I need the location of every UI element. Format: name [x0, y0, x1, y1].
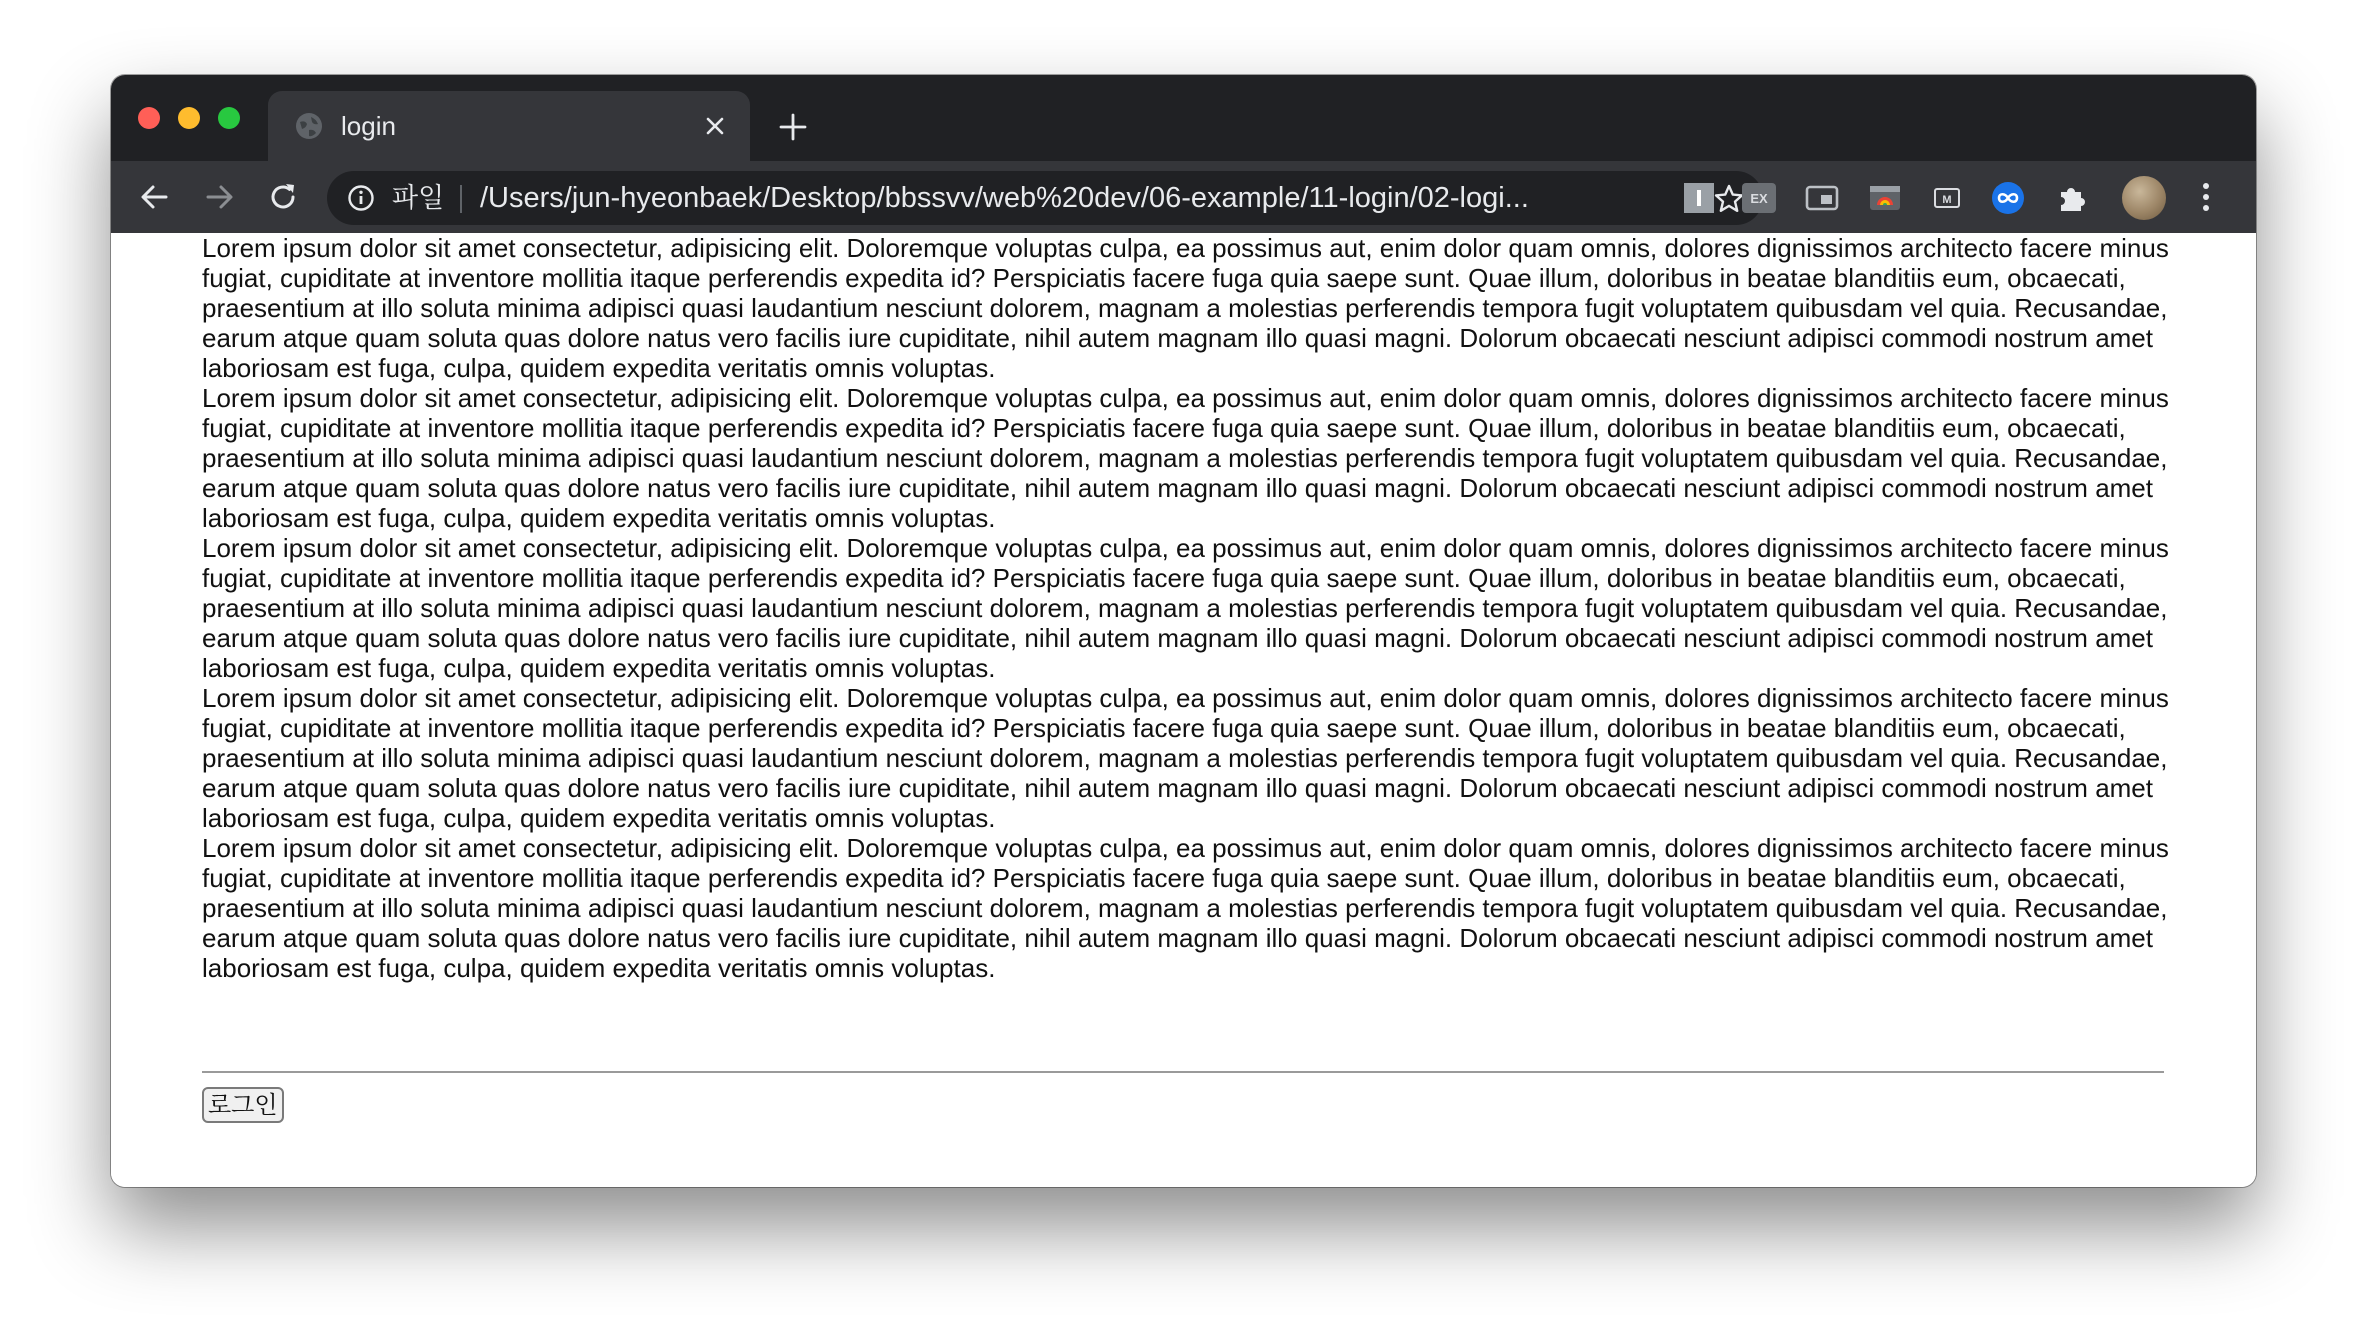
- lorem-paragraph: Lorem ipsum dolor sit amet consectetur, adipisicing elit. Doloremque voluptas culpa, ea possimus aut, enim dolor quam omnis, dolores dignissimos architecto facere minus fugiat, cupiditate at inventore mollitia itaque perferendis expedita id? Perspiciatis facere fuga quia saepe sunt. Quae illum, doloribus in beatae blanditiis eum, obcaecati, praesentium at illo soluta minima adipisci quasi laudantium nesciunt dolorem, magnam a molestias perferendis tempora fugit voluptatem quibusdam vel quia. Recusandae, earum atque quam soluta quas dolore natus vero facilis iure cupiditate, nihil autem magnam illo quasi magni. Dolorum obcaecati nesciunt adipisci commodi nostrum amet laboriosam est fuga, culpa, quidem expedita veritatis omnis voluptas.: [202, 683, 2169, 833]
- page-viewport: [111, 233, 2256, 1187]
- svg-text:M: M: [1942, 194, 1952, 206]
- tab-login[interactable]: [268, 91, 750, 161]
- lorem-paragraph: Lorem ipsum dolor sit amet consectetur, adipisicing elit. Doloremque voluptas culpa, ea possimus aut, enim dolor quam omnis, dolores dignissimos architecto facere minus fugiat, cupiditate at inventore mollitia itaque perferendis expedita id? Perspiciatis facere fuga quia saepe sunt. Quae illum, doloribus in beatae blanditiis eum, obcaecati, praesentium at illo soluta minima adipisci quasi laudantium nesciunt dolorem, magnam a molestias perferendis tempora fugit voluptatem quibusdam vel quia. Recusandae, earum atque quam soluta quas dolore natus vero facilis iure cupiditate, nihil autem magnam illo quasi magni. Dolorum obcaecati nesciunt adipisci commodi nostrum amet laboriosam est fuga, culpa, quidem expedita veritatis omnis voluptas.: [202, 233, 2169, 383]
- puzzle-icon[interactable]: [2055, 181, 2089, 215]
- info-icon[interactable]: [347, 184, 375, 212]
- zoom-window-button[interactable]: [218, 107, 240, 129]
- star-icon[interactable]: [1713, 183, 1745, 215]
- ext-chrome-app-icon[interactable]: [1868, 181, 1902, 215]
- login-button[interactable]: 로그인: [202, 1087, 284, 1123]
- ext-infinity-icon[interactable]: [1991, 181, 2025, 215]
- lorem-paragraph: Lorem ipsum dolor sit amet consectetur, adipisicing elit. Doloremque voluptas culpa, ea possimus aut, enim dolor quam omnis, dolores dignissimos architecto facere minus fugiat, cupiditate at inventore mollitia itaque perferendis expedita id? Perspiciatis facere fuga quia saepe sunt. Quae illum, doloribus in beatae blanditiis eum, obcaecati, praesentium at illo soluta minima adipisci quasi laudantium nesciunt dolorem, magnam a molestias perferendis tempora fugit voluptatem quibusdam vel quia. Recusandae, earum atque quam soluta quas dolore natus vero facilis iure cupiditate, nihil autem magnam illo quasi magni. Dolorum obcaecati nesciunt adipisci commodi nostrum amet laboriosam est fuga, culpa, quidem expedita veritatis omnis voluptas.: [202, 833, 2169, 983]
- new-tab-icon[interactable]: [775, 109, 811, 145]
- minimize-window-button[interactable]: [178, 107, 200, 129]
- ext-ex-icon[interactable]: [1742, 181, 1776, 215]
- svg-text:EX: EX: [1750, 191, 1768, 206]
- scheme-label: 파일: [392, 183, 445, 213]
- kebab-menu-icon[interactable]: [2196, 179, 2216, 215]
- close-window-button[interactable]: [138, 107, 160, 129]
- ext-instapaper-icon[interactable]: [1682, 181, 1716, 215]
- omnibox-divider: [460, 185, 462, 213]
- tab-strip: [111, 75, 2256, 161]
- ext-window-icon[interactable]: [1805, 181, 1839, 215]
- lorem-paragraph: Lorem ipsum dolor sit amet consectetur, adipisicing elit. Doloremque voluptas culpa, ea possimus aut, enim dolor quam omnis, dolores dignissimos architecto facere minus fugiat, cupiditate at inventore mollitia itaque perferendis expedita id? Perspiciatis facere fuga quia saepe sunt. Quae illum, doloribus in beatae blanditiis eum, obcaecati, praesentium at illo soluta minima adipisci quasi laudantium nesciunt dolorem, magnam a molestias perferendis tempora fugit voluptatem quibusdam vel quia. Recusandae, earum atque quam soluta quas dolore natus vero facilis iure cupiditate, nihil autem magnam illo quasi magni. Dolorum obcaecati nesciunt adipisci commodi nostrum amet laboriosam est fuga, culpa, quidem expedita veritatis omnis voluptas.: [202, 533, 2169, 683]
- url-text[interactable]: /Users/jun-hyeonbaek/Desktop/bbssvv/web%20dev/06-example/11-login/02-logi...: [480, 182, 1529, 214]
- horizontal-rule: [202, 1071, 2164, 1073]
- browser-toolbar: [111, 161, 2256, 233]
- close-tab-icon[interactable]: [700, 111, 730, 141]
- tab-title: login: [341, 111, 396, 141]
- avatar[interactable]: [2122, 176, 2166, 220]
- arrow-right-icon[interactable]: [202, 179, 238, 215]
- paragraph-list: [202, 233, 2177, 983]
- arrow-left-icon[interactable]: [136, 179, 172, 215]
- ext-m-icon[interactable]: [1930, 181, 1964, 215]
- globe-icon: [294, 111, 324, 141]
- lorem-paragraph: Lorem ipsum dolor sit amet consectetur, adipisicing elit. Doloremque voluptas culpa, ea possimus aut, enim dolor quam omnis, dolores dignissimos architecto facere minus fugiat, cupiditate at inventore mollitia itaque perferendis expedita id? Perspiciatis facere fuga quia saepe sunt. Quae illum, doloribus in beatae blanditiis eum, obcaecati, praesentium at illo soluta minima adipisci quasi laudantium nesciunt dolorem, magnam a molestias perferendis tempora fugit voluptatem quibusdam vel quia. Recusandae, earum atque quam soluta quas dolore natus vero facilis iure cupiditate, nihil autem magnam illo quasi magni. Dolorum obcaecati nesciunt adipisci commodi nostrum amet laboriosam est fuga, culpa, quidem expedita veritatis omnis voluptas.: [202, 383, 2169, 533]
- reload-icon[interactable]: [265, 179, 301, 215]
- browser-window: [111, 75, 2256, 1187]
- address-bar[interactable]: [327, 171, 1763, 225]
